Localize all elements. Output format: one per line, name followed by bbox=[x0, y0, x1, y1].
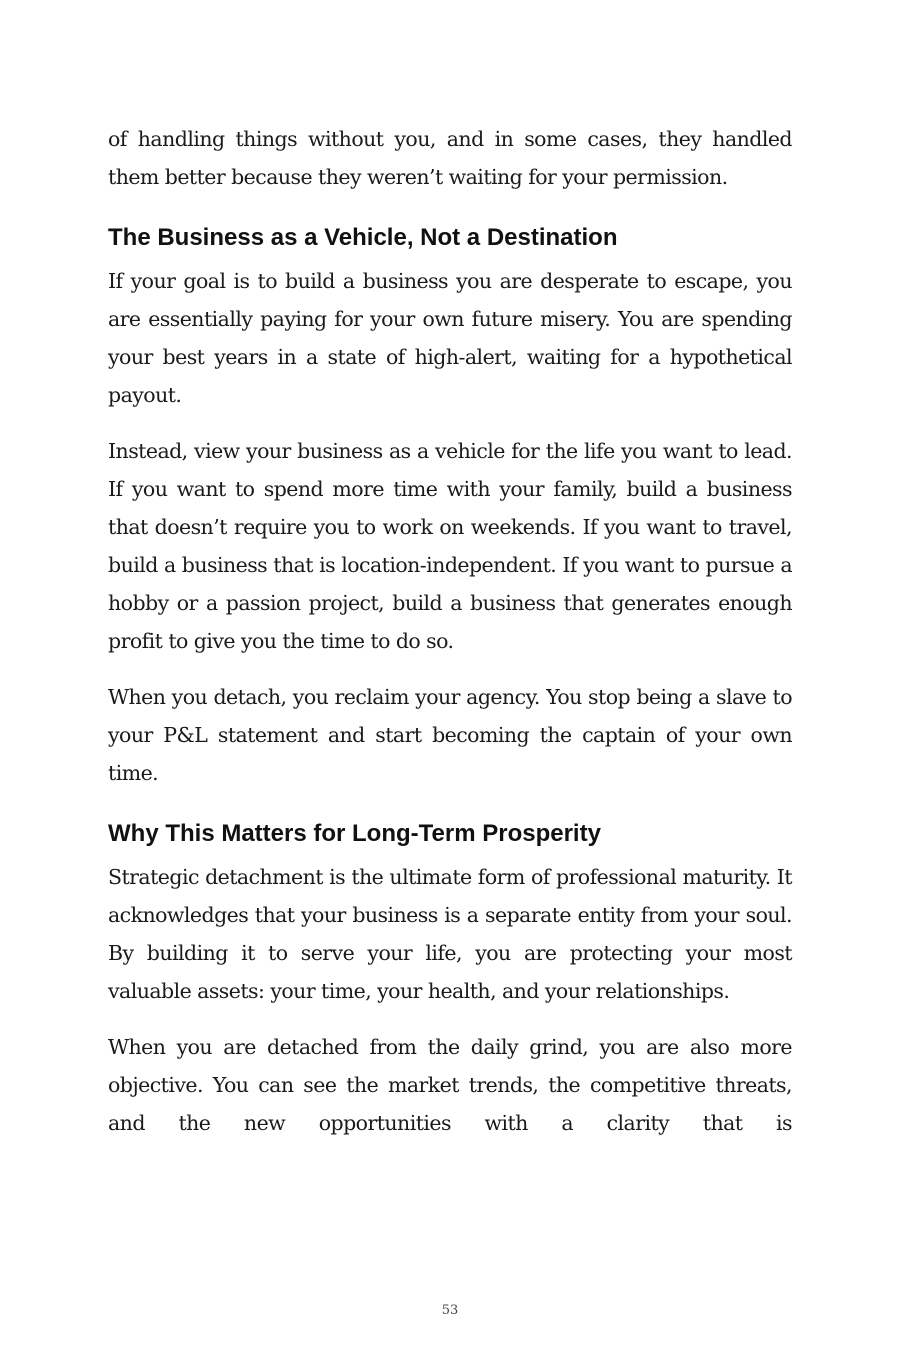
section-heading-business-vehicle: The Business as a Vehicle, Not a Destination bbox=[108, 224, 618, 251]
page-number: 53 bbox=[441, 1303, 459, 1318]
paragraph: When you detach, you reclaim your agency. You stop being a slave to your P&L statement and start becoming the captain of your own time. bbox=[108, 685, 792, 785]
paragraph: Instead, view your business as a vehicle for the life you want to lead. If you want to spend more time with your family, build a business that doesn’t require you to work on weekends. If you want to travel, build a business that is location-independent. If you want to pursue a hobby or a passion project, build a business that generates enough profit to give you the time to do so. bbox=[108, 439, 792, 653]
paragraph: If your goal is to build a business you are desperate to escape, you are essentially paying for your own future misery. You are spending your best years in a state of high-alert, waiting for a hypothetical payout. bbox=[108, 269, 792, 407]
paragraph-continues: When you are detached from the daily grind, you are also more objective. You can see the market trends, the competitive threats, and the new opportunities with a clarity that is bbox=[108, 1035, 792, 1135]
paragraph-continuation: of handling things without you, and in some cases, they handled them better because they weren’t waiting for your permission. bbox=[108, 127, 792, 189]
section-heading-why-this-matters: Why This Matters for Long-Term Prosperity bbox=[108, 820, 601, 847]
page-content bbox=[108, 120, 792, 1160]
paragraph: Strategic detachment is the ultimate form of professional maturity. It acknowledges that your business is a separate entity from your soul. By building it to serve your life, you are protecting your most valuable assets: your time, your health, and your relationships. bbox=[108, 865, 792, 1003]
